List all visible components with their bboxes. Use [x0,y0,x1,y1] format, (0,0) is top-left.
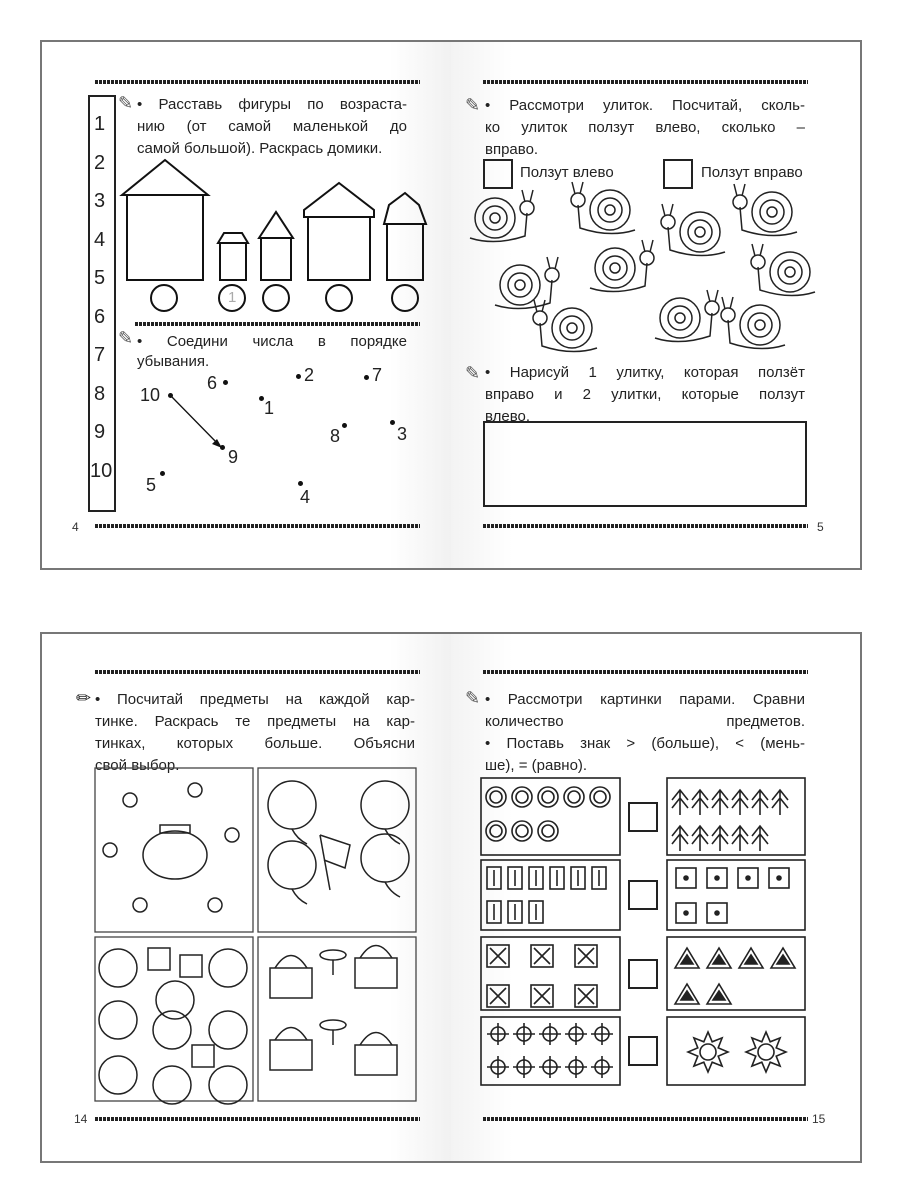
instruction-line: вправо и 2 улитки, которые ползут [485,386,805,403]
dot-number: 8 [330,426,341,446]
crosshair-lines [539,1056,561,1078]
column-number: 8 [94,382,106,405]
tree-icon [752,790,768,815]
cross [534,948,550,964]
column-number: 1 [94,113,106,135]
tree-icon [732,790,748,815]
tree-icon [692,826,708,851]
compare-sign-box[interactable] [628,959,658,989]
ring-icon [538,821,558,841]
instruction-line: тинках, которых больше. Объясни [95,735,415,752]
instruction-line: • Рассмотри улиток. Посчитай, сколь- [485,97,805,114]
instruction-line: тинке. Раскрась те предметы на кар- [95,713,415,730]
right-label: Ползут вправо [701,164,803,181]
star-icon [746,1032,786,1072]
ring-icon [564,787,584,807]
tree-icon [672,826,688,851]
ring-inner [594,791,606,803]
pencil-icon: ✎ [118,328,134,348]
die-dot [715,876,719,880]
instruction-line: самой большой). Раскрась домики. [137,140,383,157]
instruction-line: • Поставь знак > (больше), < (мень- [485,735,805,752]
ring-inner [542,825,554,837]
instruction-line: • Посчитай предметы на каждой кар- [95,691,415,708]
tree-icon [732,826,748,851]
instruction-line: убывания. [137,353,210,370]
die-dot [684,911,688,915]
circle-digit: 1 [228,289,237,306]
ring-icon [538,787,558,807]
dot-number: 10 [140,385,161,405]
ring-icon [486,821,506,841]
instruction-line: влево. [485,408,531,425]
left-label: Ползут влево [520,164,614,181]
page-number: 15 [812,1112,826,1126]
ring-inner [542,791,554,803]
tree-icon [672,790,688,815]
ring-icon [590,787,610,807]
ring-inner [516,791,528,803]
page-number: 5 [817,520,824,534]
star-icon [688,1032,728,1072]
right-panel [667,860,805,930]
dot-number: 7 [372,365,383,385]
pencil-icon: ✏ [76,688,92,708]
column-number: 9 [94,421,106,443]
ring-inner [516,825,528,837]
crosshair-lines [513,1023,535,1045]
dot-number: 2 [304,365,315,385]
instruction-line: вправо. [485,141,539,158]
cross [534,988,550,1004]
crosshair-lines [487,1023,509,1045]
cross [490,988,506,1004]
dot-number: 1 [264,398,275,418]
tree-icon [692,790,708,815]
tree-icon [712,790,728,815]
instruction-line: ше), = (равно). [485,757,588,774]
pencil-icon: ✎ [465,688,481,708]
dot-number: 9 [228,447,239,467]
cross [490,948,506,964]
crosshair-lines [487,1056,509,1078]
die-dot [715,911,719,915]
ring-icon [486,787,506,807]
ring-inner [490,791,502,803]
column-number: 3 [94,190,106,212]
crosshair-lines [513,1056,535,1078]
star-center [700,1044,716,1060]
cross [578,948,594,964]
dot-number: 3 [397,424,408,444]
crosshair-lines [565,1056,587,1078]
compare-sign-box[interactable] [628,1036,658,1066]
column-number: 7 [94,344,106,366]
tree-icon [772,790,788,815]
crosshair-lines [591,1056,613,1078]
ring-inner [568,791,580,803]
dot-number: 6 [207,373,218,393]
column-number: 10 [90,459,113,482]
column-number: 6 [94,305,106,328]
ring-icon [512,787,532,807]
ring-icon [512,821,532,841]
instruction-line: • Рассмотри картинки парами. Сравни [485,691,805,708]
dot-number: 5 [146,475,157,495]
cross [578,988,594,1004]
pencil-icon: ✎ [465,363,481,383]
instruction-line: • Соедини числа в порядке [137,333,407,350]
instruction-line: • Расставь фигуры по возраста- [137,96,407,113]
die-dot [746,876,750,880]
column-number: 5 [94,267,106,289]
crosshair-lines [565,1023,587,1045]
compare-sign-box[interactable] [628,802,658,832]
instruction-line: ко улиток ползут влево, сколько – [485,119,805,136]
page-number: 14 [74,1112,88,1126]
pencil-icon: ✎ [465,95,481,115]
star-center [758,1044,774,1060]
tree-icon [752,826,768,851]
instruction-line: нию (от самой маленькой до [137,118,407,135]
column-number: 4 [94,228,106,251]
instruction-line: • Нарисуй 1 улитку, которая ползёт [485,364,805,381]
pencil-icon: ✎ [118,93,134,113]
dot-number: 4 [300,487,311,507]
instruction-line: количество предметов. [485,713,805,730]
crosshair-lines [539,1023,561,1045]
crosshair-lines [591,1023,613,1045]
compare-sign-box[interactable] [628,880,658,910]
ring-inner [490,825,502,837]
tree-icon [712,826,728,851]
instruction-line: свой выбор. [95,757,180,774]
page-number: 4 [72,520,79,534]
die-dot [777,876,781,880]
die-dot [684,876,688,880]
column-number: 2 [94,151,106,174]
